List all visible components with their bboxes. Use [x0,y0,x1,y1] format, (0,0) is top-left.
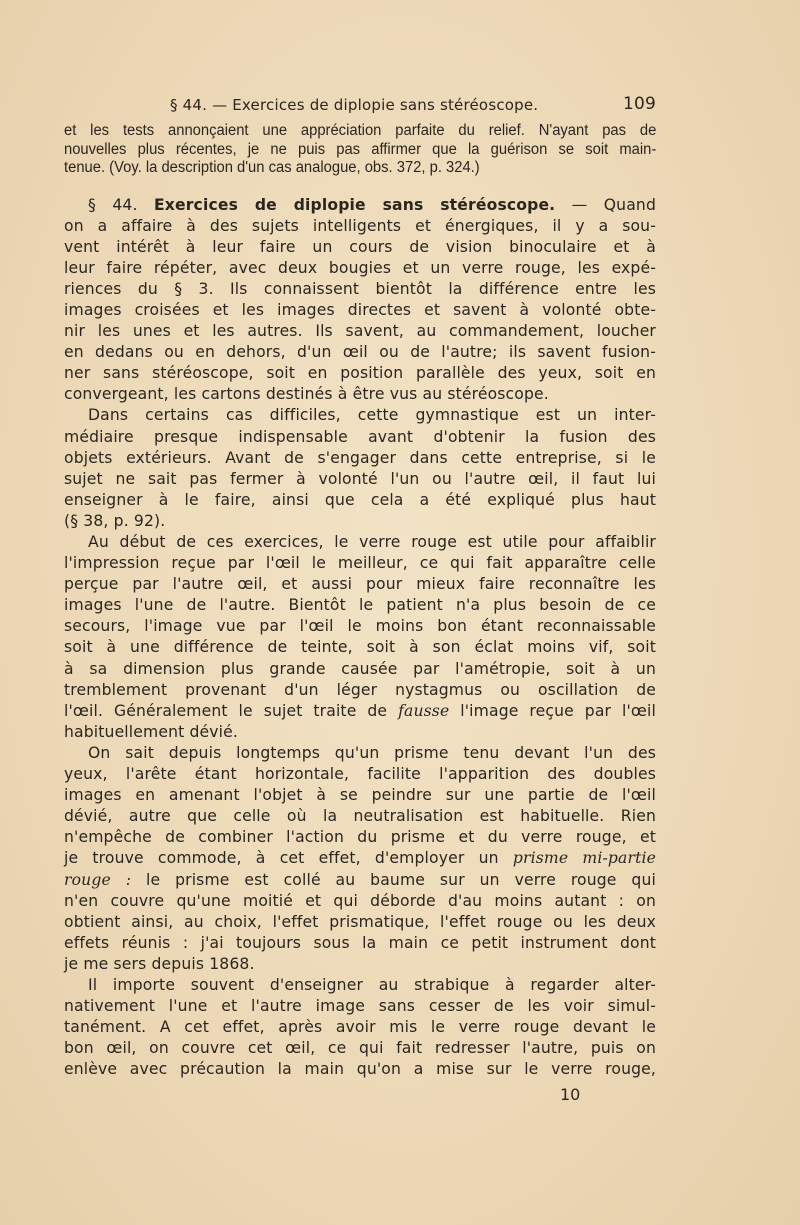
text-line: n'en couvre qu'une moitié et qui déborde d'au moins autant : on [64,891,656,910]
text-line: effets réunis : j'ai toujours sous la main ce petit instrument dont [64,933,656,952]
paragraph-4 [64,743,656,975]
intro-line: nouvelles plus récentes, je ne puis pas affirmer que la guérison se soit main- [64,140,657,158]
text-line: obtient ainsi, au choix, l'effet prismatique, l'effet rouge ou les deux [64,912,656,931]
text-line: On sait depuis longtemps qu'un prisme tenu devant l'un des [88,743,656,762]
text-line: ner sans stéréoscope, soit en position parallèle des yeux, soit en [64,364,656,383]
text-segment: je trouve commode, à cet effet, d'employer un [64,849,513,868]
text-line: habituellement dévié. [64,722,239,741]
text-line: images l'une de l'autre. Bientôt le patient n'a plus besoin de ce [64,596,656,615]
text-line: enlève avec précaution la main qu'on a mise sur le verre rouge, [64,1060,656,1079]
text-line: yeux, l'arête étant horizontale, facilite l'apparition des doubles [64,765,656,784]
section-heading-line [64,195,656,216]
text-line [64,701,656,722]
text-line: bon œil, on couvre cet œil, ce qui fait redresser l'autre, puis on [64,1039,656,1058]
section-body [64,195,656,1081]
text-line: objets extérieurs. Avant de s'engager dans cette entreprise, si le [64,448,656,467]
text-line: Il importe souvent d'enseigner au strabique à regarder alter- [88,975,656,994]
italic-term: rouge : [64,870,132,889]
intro-paragraph [64,122,656,178]
text-line: Au début de ces exercices, le verre rouge est utile pour affaiblir [88,533,656,551]
running-head [64,92,656,122]
text-line: on a affaire à des sujets intelligents et énergiques, il y a sou- [64,216,656,235]
text-line: images en amenant l'objet à se peindre sur une partie de l'œil [64,786,656,805]
text-line [64,870,656,891]
page-number: 109 [622,94,656,114]
text-line: en dedans ou en dehors, d'un œil ou de l'autre; ils savent fusion- [64,343,656,362]
text-line: riences du § 3. Ils connaissent bientôt la différence entre les [64,279,656,298]
text-line [64,848,656,869]
text-segment: le prisme est collé au baume sur un verre rouge qui [131,870,656,889]
text-line: perçue par l'autre œil, et aussi pour mieux faire reconnaître les [64,575,656,594]
text-line: tanément. A cet effet, après avoir mis le verre rouge devant le [64,1018,656,1037]
italic-term: fausse [398,701,450,720]
text-line: sujet ne sait pas fermer à volonté l'un ou l'autre œil, il faut lui [64,469,656,488]
text-line: soit à une différence de teinte, soit à son éclat moins vif, soit [64,638,656,657]
section-title: Exercices de diplopie sans stéréoscope. [153,195,556,214]
paragraph-5 [64,975,656,1080]
text-line: l'impression reçue par l'œil le meilleur, ce qui fait apparaître celle [64,554,656,573]
intro-line: et les tests annonçaient une appréciation parfaite du relief. N'ayant pas de [64,122,657,139]
text-line: leur faire répéter, avec deux bougies et un verre rouge, les expé- [64,258,656,277]
text-line: enseigner à le faire, ainsi que cela a été expliqué plus haut [64,490,656,509]
text-line: tremblement provenant d'un léger nystagmus ou oscillation de [64,680,656,699]
text-line: à sa dimension plus grande causée par l'amétropie, soit à un [64,659,656,678]
text-line: (§ 38, p. 92). [64,511,166,530]
text-line: médiaire presque indispensable avant d'obtenir la fusion des [64,427,656,446]
text-segment: l'œil. Généralement le sujet traite de [64,701,399,720]
text-line: nir les unes et les autres. Ils savent, au commandement, loucher [64,322,656,341]
text-line: n'empêche de combiner l'action du prisme et du verre rouge, et [64,828,656,847]
running-title: § 44. — Exercices de diplopie sans stéréoscope. [170,96,539,114]
text-line: vent intérêt à leur faire un cours de vision binoculaire et à [64,237,656,256]
section-label: § 44. [88,195,138,214]
paragraph-3 [64,532,656,743]
text-line: convergeant, les cartons destinés à être vus au stéréoscope. [64,385,549,404]
section-title-tail: — Quand [555,195,657,214]
text-line: Dans certains cas difficiles, cette gymnastique est un inter- [88,406,656,425]
intro-line: tenue. (Voy. la description d'un cas analogue, obs. 372, p. 324.) [64,159,480,176]
text-line: secours, l'image vue par l'œil le moins bon étant reconnaissable [64,617,656,636]
text-segment: l'image reçue par l'œil [449,701,657,720]
text-line: images croisées et les images directes et savent à volonté obte- [64,300,656,319]
signature-mark: 10 [560,1085,581,1104]
text-line: dévié, autre que celle où la neutralisation est habituelle. Rien [64,807,656,826]
italic-term: prisme mi-partie [512,849,656,868]
paragraph-1 [64,195,656,406]
paragraph-2 [64,405,656,532]
text-line: nativement l'une et l'autre image sans cesser de les voir simul- [64,997,656,1016]
text-line: je me sers depuis 1868. [64,954,255,973]
book-page [64,92,656,1080]
